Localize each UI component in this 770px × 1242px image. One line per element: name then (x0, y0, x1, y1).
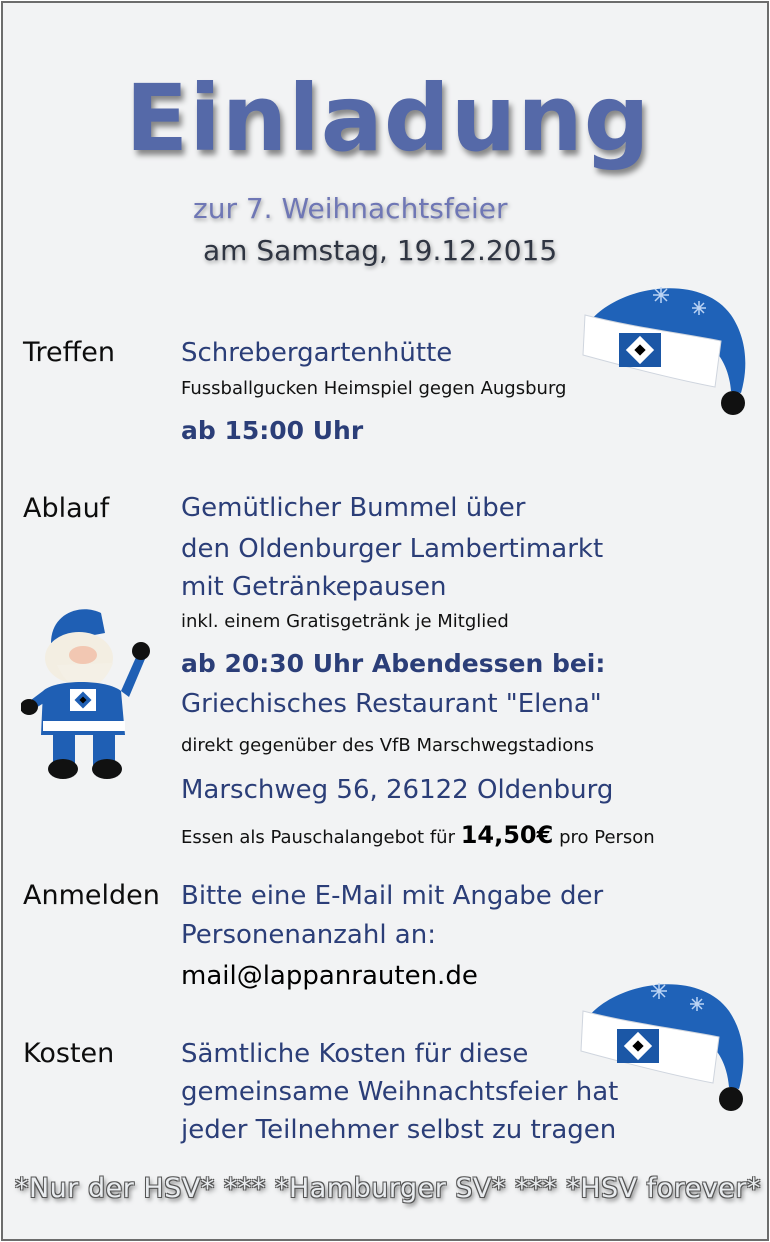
ablauf-line1: Gemütlicher Bummel über (181, 493, 526, 523)
label-anmelden: Anmelden (23, 880, 160, 911)
ablauf-line3: mit Getränkepausen (181, 572, 447, 602)
label-treffen: Treffen (23, 337, 115, 368)
santa-hat-icon (581, 275, 751, 417)
ablauf-note: inkl. einem Gratisgetränk je Mitglied (181, 611, 509, 632)
price-suffix: pro Person (559, 827, 655, 848)
label-kosten: Kosten (23, 1038, 115, 1069)
footer-slogan: *Nur der HSV* *** *Hamburger SV* *** *HSV forever* (14, 1173, 762, 1204)
treffen-time: ab 15:00 Uhr (181, 416, 364, 445)
treffen-place: Schrebergartenhütte (181, 338, 453, 368)
ablauf-restaurant: Griechisches Restaurant "Elena" (181, 689, 602, 719)
treffen-note: Fussballgucken Heimspiel gegen Augsburg (181, 378, 567, 399)
anmelden-line1: Bitte eine E-Mail mit Angabe der (181, 881, 604, 911)
label-ablauf: Ablauf (23, 493, 110, 524)
invitation-title: Einladung (125, 65, 651, 172)
ablauf-line2: den Oldenburger Lambertimarkt (181, 534, 604, 564)
price-value: 14,50€ (460, 821, 554, 849)
ablauf-dinner: ab 20:30 Uhr Abendessen bei: (181, 649, 606, 678)
event-subtitle: zur 7. Weihnachtsfeier (193, 192, 508, 225)
anmelden-email[interactable]: mail@lappanrauten.de (181, 961, 478, 991)
kosten-line1: Sämtliche Kosten für diese (181, 1039, 529, 1069)
price-prefix: Essen als Pauschalangebot für (181, 827, 455, 848)
kosten-line3: jeder Teilnehmer selbst zu tragen (181, 1115, 617, 1145)
santa-plush-icon (21, 603, 156, 785)
event-date: am Samstag, 19.12.2015 (203, 234, 558, 267)
anmelden-line2: Personenanzahl an: (181, 920, 436, 950)
kosten-line2: gemeinsame Weihnachtsfeier hat (181, 1077, 619, 1107)
ablauf-address: Marschweg 56, 26122 Oldenburg (181, 775, 614, 805)
invitation-card (1, 1, 769, 1241)
ablauf-price-line (181, 821, 655, 849)
ablauf-location-note: direkt gegenüber des VfB Marschwegstadions (181, 735, 595, 756)
